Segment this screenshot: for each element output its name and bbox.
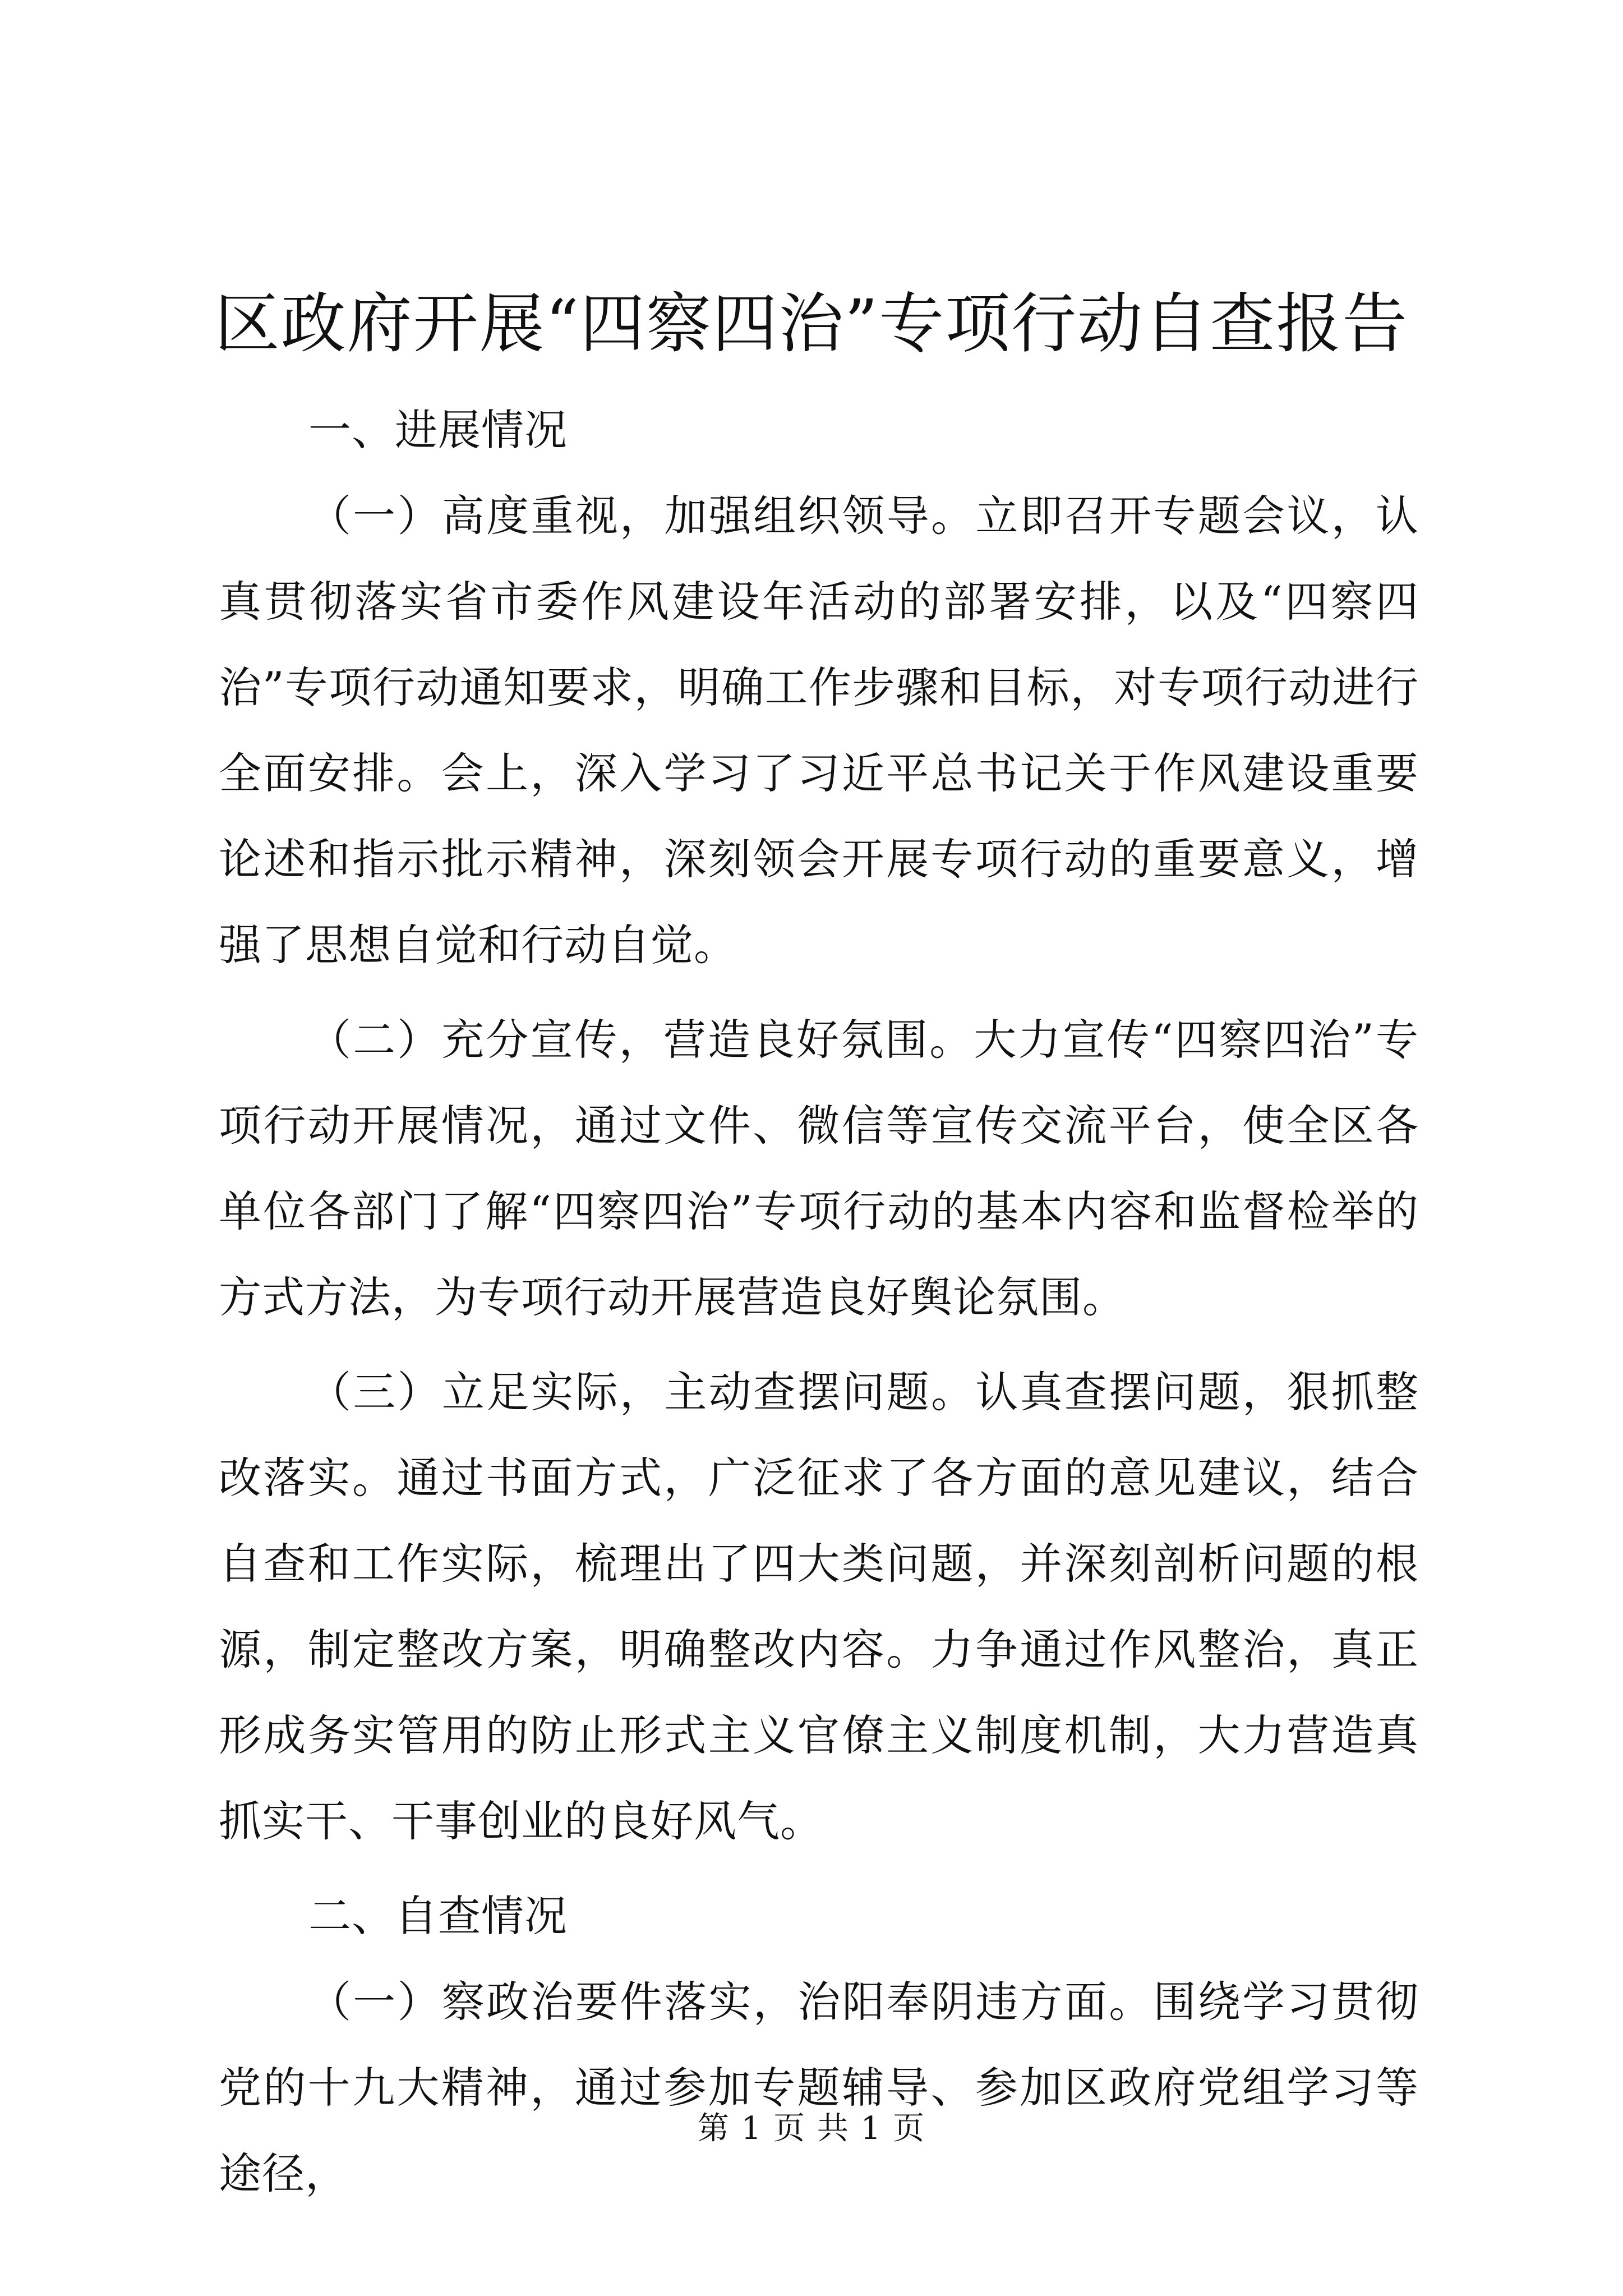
paragraph-organization: （一）高度重视，加强组织领导。立即召开专题会议，认真贯彻落实省市委作风建设年活动的部署安排，以及“四察四治”专项行动通知要求，明确工作步骤和目标，对专项行动进行全面安排。会上，深入学习了习近平总书记关于作风建设重要论述和指示批示精神，深刻领会开展专项行动的重要意义，增强了思想自觉和行动自觉。 <box>219 491 1419 970</box>
paragraph-problems: （三）立足实际，主动查摆问题。认真查摆问题，狠抓整改落实。通过书面方式，广泛征求了各方面的意见建议，结合自查和工作实际，梳理出了四大类问题，并深刻剖析问题的根源，制定整改方案，明确整改内容。力争通过作风整治，真正形成务实管用的防止形式主义官僚主义制度机制，大力营造真抓实干、干事创业的良好风气。 <box>219 1367 1419 1846</box>
paragraph-publicity: （二）充分宣传，营造良好氛围。大力宣传“四察四治”专项行动开展情况，通过文件、微信等宣传交流平台，使全区各单位各部门了解“四察四治”专项行动的基本内容和监督检举的方式方法，为专项行动开展营造良好舆论氛围。 <box>219 1015 1419 1322</box>
section-heading-self-check: 二、自查情况 <box>308 1891 568 1941</box>
section-heading-progress: 一、进展情况 <box>308 405 568 455</box>
paragraph-political: （一）察政治要件落实，治阳奉阴违方面。围绕学习贯彻党的十九大精神，通过参加专题辅导、参加区政府党组学习等途径， <box>219 1977 1419 2198</box>
document-body <box>219 387 1419 2216</box>
document-title: 区政府开展“四察四治”专项行动自查报告 <box>214 286 1409 362</box>
page-number-footer: 第 1 页 共 1 页 <box>697 2110 926 2147</box>
